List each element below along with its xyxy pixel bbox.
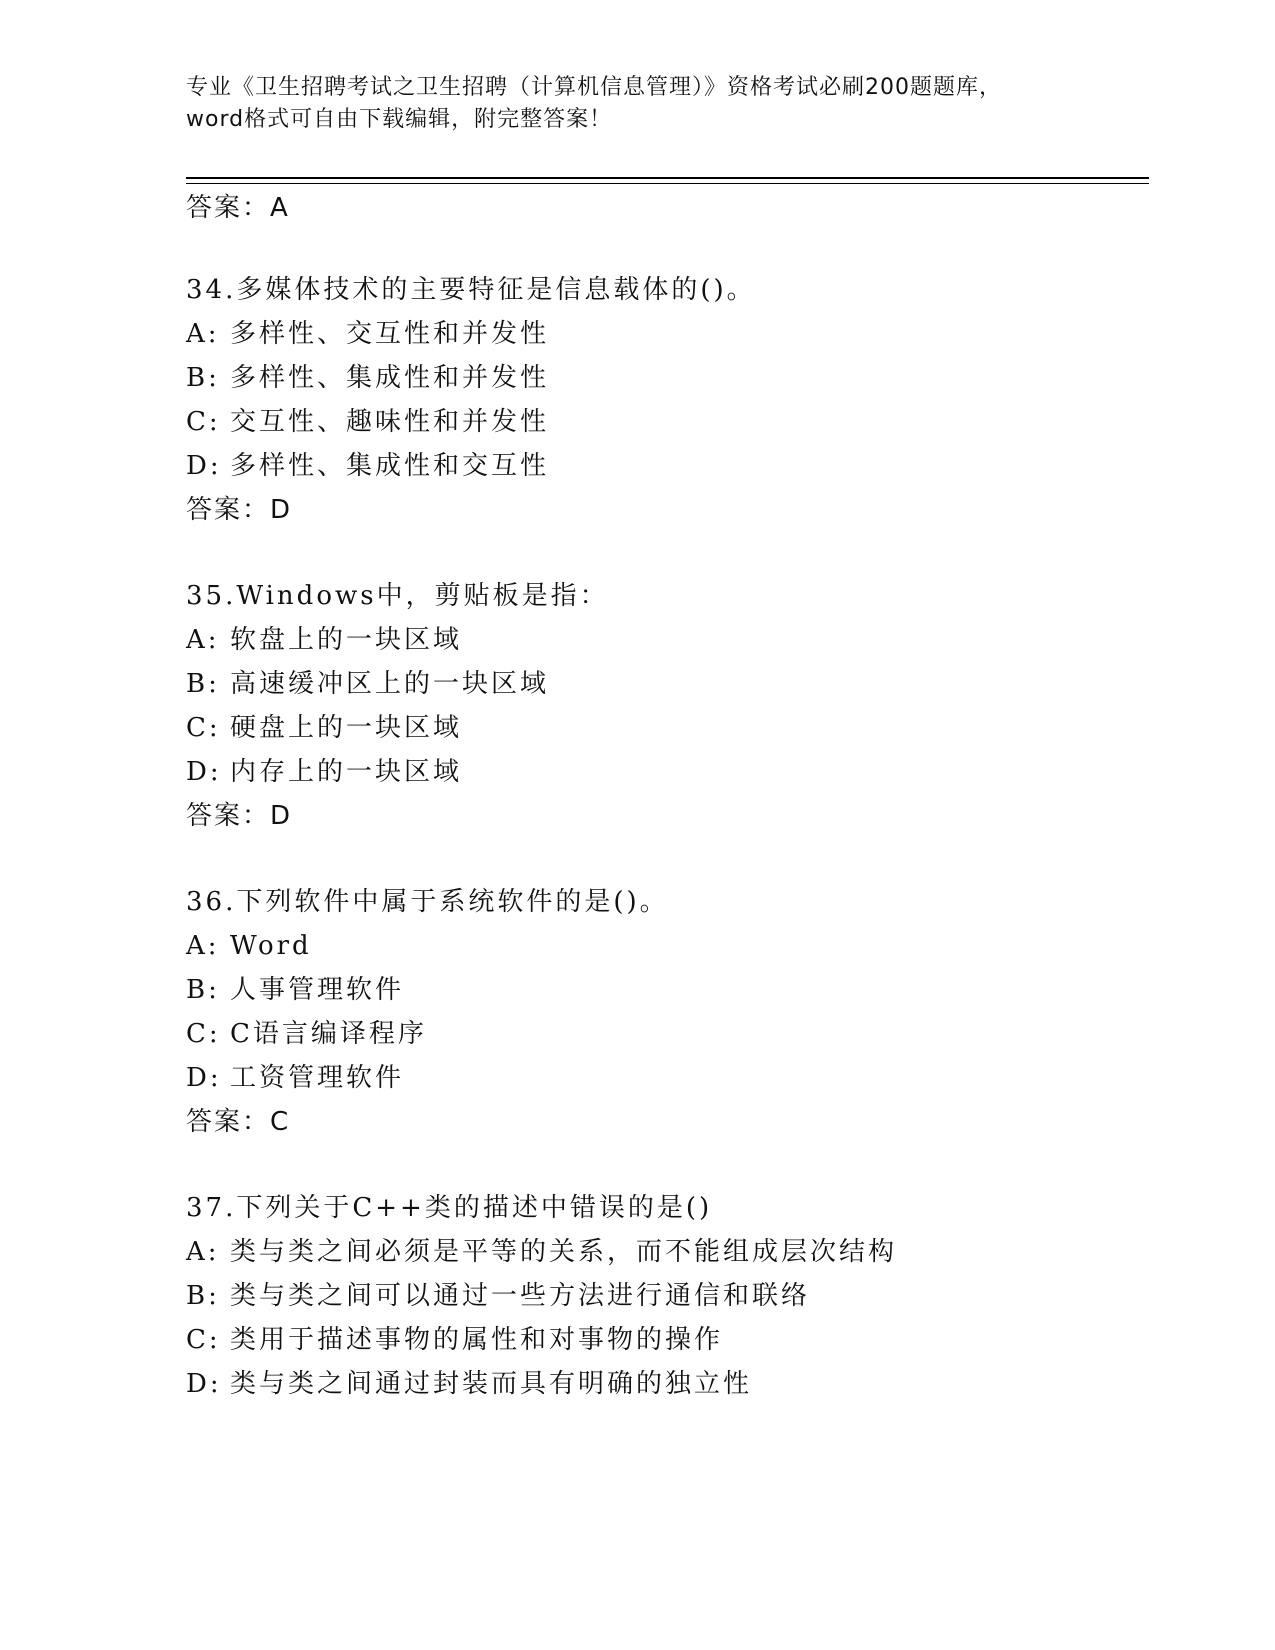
option-text: 类与类之间通过封装而具有明确的独立性	[230, 1369, 753, 1399]
option-b	[186, 360, 549, 396]
option-letter: C:	[186, 1019, 221, 1049]
question-stem: 35.Windows中，剪贴板是指：	[186, 581, 609, 611]
header-rule-thin	[186, 183, 1149, 184]
option-text: 多样性、集成性和并发性	[230, 363, 550, 393]
option-d	[186, 448, 549, 484]
option-text: 多样性、集成性和交互性	[230, 451, 550, 481]
header-line-2: word格式可自由下载编辑，附完整答案！	[186, 107, 613, 132]
header-rule-thick	[186, 177, 1149, 179]
option-c	[186, 710, 462, 746]
option-a	[186, 316, 549, 352]
option-letter: D:	[186, 1063, 222, 1093]
option-letter: A:	[186, 931, 220, 961]
option-letter: D:	[186, 757, 222, 787]
answer-line: 答案：C	[186, 1107, 291, 1137]
option-a	[186, 622, 462, 658]
option-text: 人事管理软件	[230, 975, 405, 1005]
option-d	[186, 1060, 404, 1096]
option-letter: C:	[186, 1325, 221, 1355]
option-text: 交互性、趣味性和并发性	[230, 407, 550, 437]
question-stem: 36.下列软件中属于系统软件的是()。	[186, 887, 669, 917]
header-line-1: 专业《卫生招聘考试之卫生招聘（计算机信息管理）》资格考试必刷200题题库，	[186, 75, 1002, 100]
answer-line: 答案：A	[186, 193, 290, 223]
option-letter: D:	[186, 1369, 222, 1399]
option-text: 多样性、交互性和并发性	[230, 319, 550, 349]
answer-line: 答案：D	[186, 801, 293, 831]
option-letter: C:	[186, 407, 221, 437]
option-text: 内存上的一块区域	[230, 757, 463, 787]
option-c	[186, 404, 549, 440]
option-text: 硬盘上的一块区域	[230, 713, 463, 743]
option-text: 高速缓冲区上的一块区域	[230, 669, 550, 699]
option-text: Word	[230, 931, 312, 961]
option-letter: A:	[186, 319, 220, 349]
answer-line: 答案：D	[186, 495, 293, 525]
option-letter: A:	[186, 625, 220, 655]
question-stem: 34.多媒体技术的主要特征是信息载体的()。	[186, 275, 756, 305]
option-text: C语言编译程序	[230, 1019, 427, 1049]
option-b	[186, 1278, 810, 1314]
option-a	[186, 1234, 897, 1270]
option-letter: B:	[186, 1281, 220, 1311]
option-letter: A:	[186, 1237, 220, 1267]
option-letter: B:	[186, 669, 220, 699]
option-c	[186, 1016, 427, 1052]
option-c	[186, 1322, 723, 1358]
option-letter: D:	[186, 451, 222, 481]
option-d	[186, 1366, 752, 1402]
option-letter: C:	[186, 713, 221, 743]
option-text: 软盘上的一块区域	[230, 625, 463, 655]
option-text: 工资管理软件	[230, 1063, 405, 1093]
option-b	[186, 972, 404, 1008]
option-text: 类与类之间可以通过一些方法进行通信和联络	[230, 1281, 811, 1311]
option-a	[186, 928, 312, 964]
option-b	[186, 666, 549, 702]
option-letter: B:	[186, 363, 220, 393]
question-stem: 37.下列关于C++类的描述中错误的是()	[186, 1193, 713, 1223]
option-letter: B:	[186, 975, 220, 1005]
option-d	[186, 754, 462, 790]
option-text: 类用于描述事物的属性和对事物的操作	[230, 1325, 724, 1355]
option-text: 类与类之间必须是平等的关系，而不能组成层次结构	[230, 1237, 898, 1267]
page-header	[186, 72, 1086, 136]
